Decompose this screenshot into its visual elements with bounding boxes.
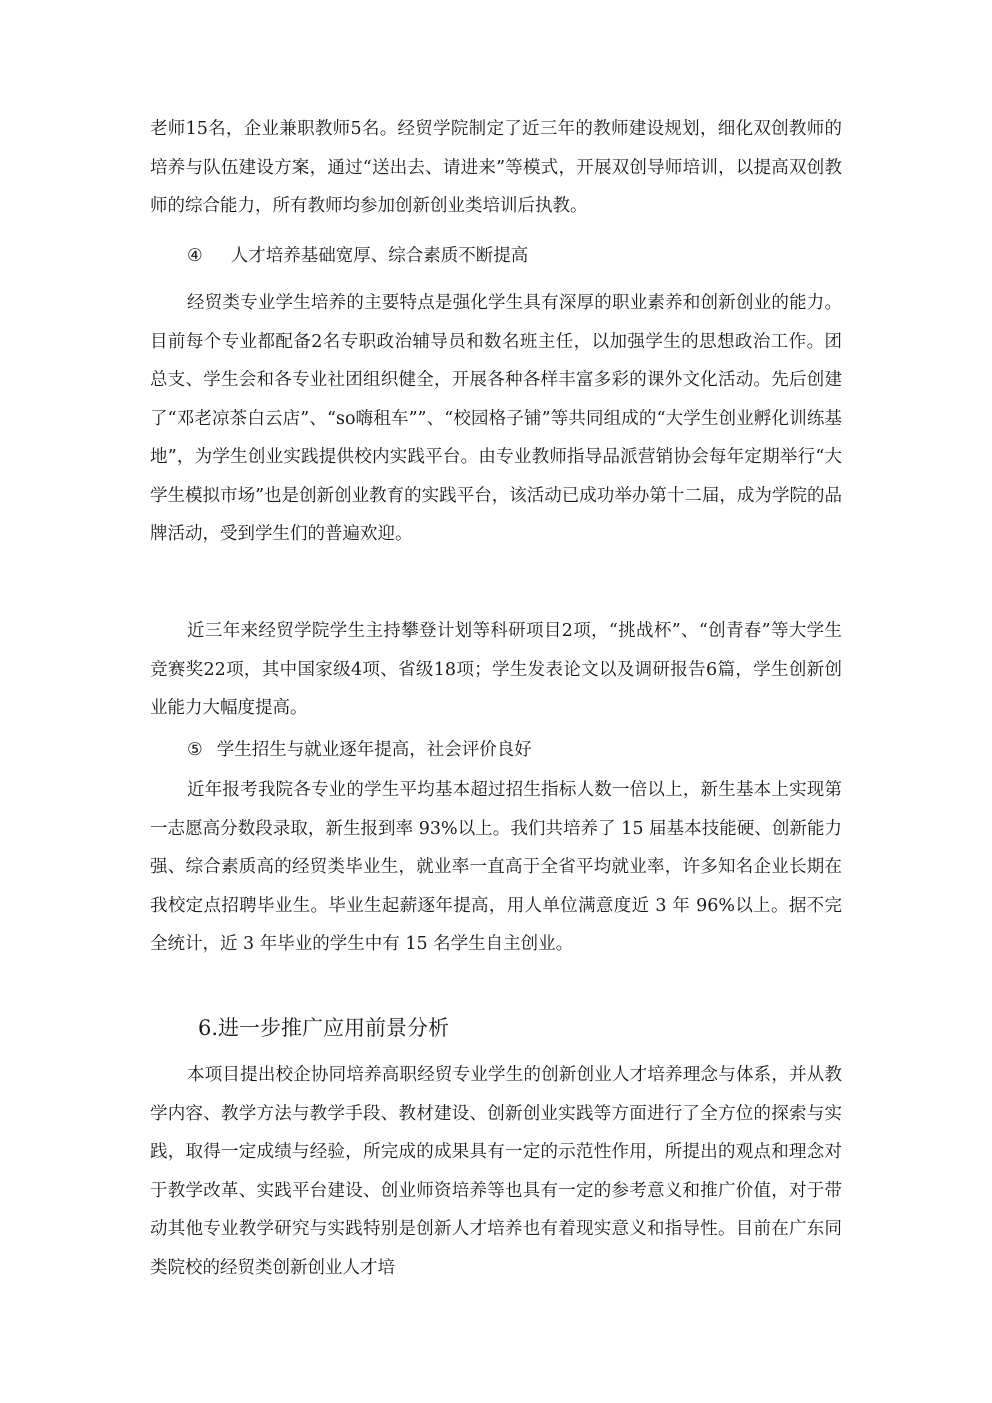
- paragraph-teachers: 老师15名，企业兼职教师5名。经贸学院制定了近三年的教师建设规划，细化双创教师的培养与队伍建设方案，通过“送出去、请进来”等模式，开展双创导师培训，以提高双创教师的综合能力，所有教师均参加创新创业类培训后执教。: [150, 119, 842, 216]
- paragraph-enrollment-employment: 近年报考我院各专业的学生平均基本超过招生指标人数一倍以上，新生基本上实现第一志愿高分数段录取，新生报到率 93%以上。我们共培养了 15 届基本技能硬、创新能力强、综合素质高的经贸类毕业生，就业率一直高于全省平均就业率，许多知名企业长期在我校定点招聘毕业生。毕业生起薪逐年提高，用人单位满意度近 3 年 96%以上。据不完全统计，近 3 年毕业的学生中有 15 名学生自主创业。: [150, 780, 842, 954]
- paragraph-talent-training: 经贸类专业学生培养的主要特点是强化学生具有深厚的职业素养和创新创业的能力。目前每个专业都配备2名专职政治辅导员和数名班主任，以加强学生的思想政治工作。团总支、学生会和各专业社团组织健全，开展各种各样丰富多彩的课外文化活动。先后创建了“邓老凉茶白云店”、“so嗨租车””、“校园格子铺”等共同组成的“大学生创业孵化训练基地”，为学生创业实践提供校内实践平台。由专业教师指导品派营销协会每年定期举行“大学生模拟市场”也是创新创业教育的实践平台，该活动已成功举办第十二届，成为学院的品牌活动，受到学生们的普遍欢迎。: [150, 293, 842, 544]
- item-5-title: 学生招生与就业逐年提高，社会评价良好: [216, 740, 532, 760]
- item-4-marker: ④: [187, 246, 203, 266]
- section-6-title: 6.进一步推广应用前景分析: [198, 1016, 450, 1040]
- paragraph-research-awards: 近三年来经贸学院学生主持攀登计划等科研项目2项，“挑战杯”、“创青春”等大学生竞赛奖22项，其中国家级4项、省级18项；学生发表论文以及调研报告6篇，学生创新创业能力大幅度提高。: [150, 621, 842, 718]
- item-5-heading: [150, 731, 842, 770]
- paragraph-prospects: 本项目提出校企协同培养高职经贸专业学生的创新创业人才培养理念与体系，并从教学内容、教学方法与教学手段、教材建设、创新创业实践等方面进行了全方位的探索与实践，取得一定成绩与经验，所完成的成果具有一定的示范性作用，所提出的观点和理念对于教学改革、实践平台建设、创业师资培养等也具有一定的参考意义和推广价值，对于带动其他专业教学研究与实践特别是创新人才培养也有着现实意义和指导性。目前在广东同类院校的经贸类创新创业人才培: [150, 1065, 842, 1278]
- item-4-title: 人才培养基础宽厚、综合素质不断提高: [230, 246, 529, 266]
- item-5-marker: ⑤: [187, 740, 203, 760]
- item-4-heading: [150, 237, 842, 276]
